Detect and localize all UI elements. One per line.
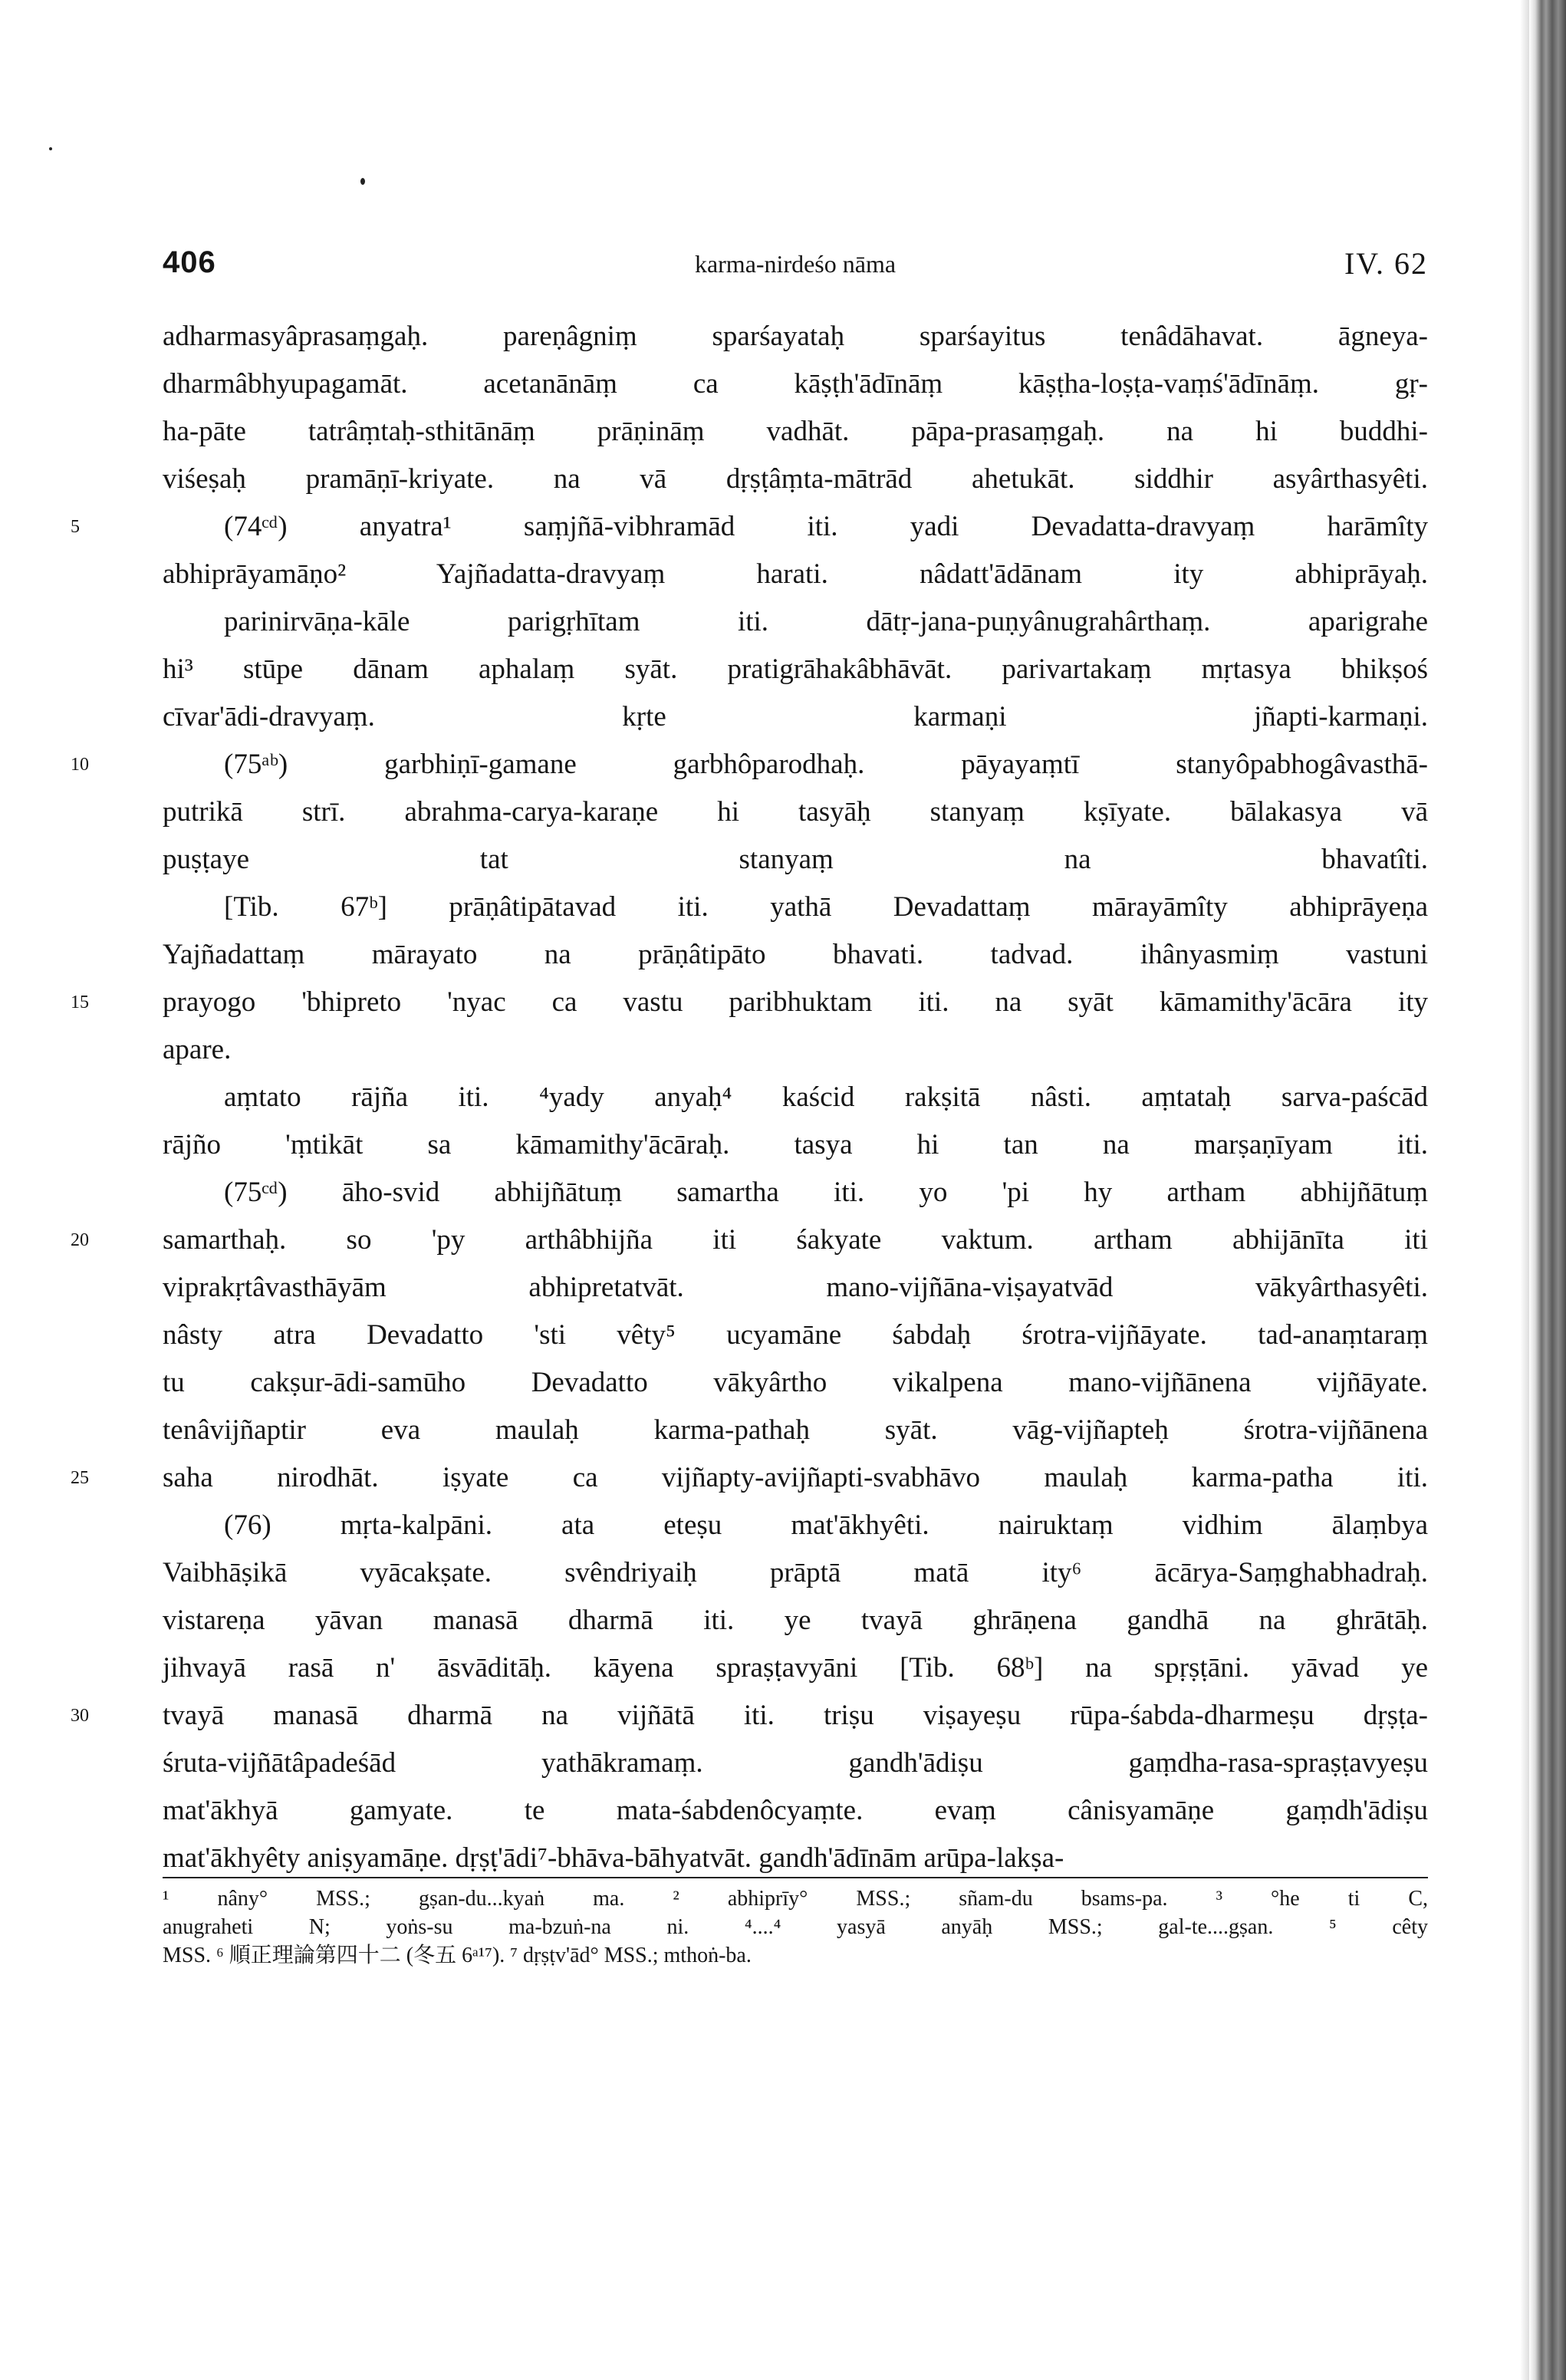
text-line <box>163 693 1428 741</box>
line-text: (76) mṛta-kalpāni. ata eteṣu mat'ākhyêti. nairuktaṃ vidhim ālaṃbya <box>224 1509 1428 1541</box>
text-line <box>163 1026 1428 1074</box>
line-text: (74ᶜᵈ) anyatra¹ saṃjñā-vibhramād iti. yadi Devadatta-dravyaṃ harāmîty <box>224 511 1428 542</box>
line-text: viprakṛtâvasthāyām abhipretatvāt. mano-vijñāna-viṣayatvād vākyârthasyêti. <box>163 1272 1428 1303</box>
line-text: putrikā strī. abrahma-carya-karaṇe hi tasyāḥ stanyaṃ kṣīyate. bālakasya vā <box>163 796 1428 828</box>
line-text: (75ᵃᵇ) garbhiṇī-gamane garbhôparodhaḥ. pāyayaṃtī stanyôpabhogâvasthā- <box>224 749 1428 780</box>
line-text: cīvar'ādi-dravyaṃ. kṛte karmaṇi jñapti-karmaṇi. <box>163 701 1428 732</box>
text-line <box>163 1074 1428 1121</box>
text-line <box>163 551 1428 598</box>
text-line <box>71 1454 1428 1502</box>
line-text: Vaibhāṣikā vyācakṣate. svêndriyaiḥ prāptā matā ity⁶ ācārya-Saṃghabhadraḥ. <box>163 1557 1428 1588</box>
line-text: dharmâbhyupagamāt. acetanānāṃ ca kāṣṭh'ādīnāṃ kāṣṭha-loṣṭa-vaṃś'ādīnāṃ. gṛ- <box>163 368 1428 400</box>
line-text: [Tib. 67ᵇ] prāṇâtipātavad iti. yathā Devadattaṃ mārayāmîty abhiprāyeṇa <box>224 891 1428 923</box>
scan-speck <box>49 147 52 150</box>
page-header <box>163 245 1428 284</box>
line-text: jihvayā rasā n' āsvāditāḥ. kāyena spraṣṭavyāni [Tib. 68ᵇ] na spṛṣṭāni. yāvad ye <box>163 1652 1428 1684</box>
line-text: samarthaḥ. so 'py arthâbhijña iti śakyate vaktum. artham abhijānīta iti <box>163 1224 1428 1256</box>
line-text: adharmasyâprasaṃgaḥ. pareṇâgniṃ sparśayataḥ sparśayitus tenâdāhavat. āgneya- <box>163 321 1428 352</box>
text-line <box>163 1121 1428 1169</box>
line-text: aṃtato rājña iti. ⁴yady anyaḥ⁴ kaścid rakṣitā nâsti. aṃtataḥ sarva-paścād <box>224 1081 1428 1113</box>
line-text: nâsty atra Devadatto 'sti vêty⁵ ucyamāne śabdaḥ śrotra-vijñāyate. tad-anaṃtaraṃ <box>163 1319 1428 1351</box>
text-line <box>163 1549 1428 1597</box>
text-line <box>163 1407 1428 1454</box>
line-text: mat'ākhyêty aniṣyamāṇe. dṛṣṭ'ādi⁷-bhāva-bāhyatvāt. gandh'ādīnām arūpa-lakṣa- <box>163 1842 1064 1874</box>
line-text: tenâvijñaptir eva maulaḥ karma-pathaḥ syāt. vāg-vijñapteḥ śrotra-vijñānena <box>163 1414 1428 1446</box>
line-number: 20 <box>71 1230 89 1250</box>
footnotes <box>163 1885 1428 1970</box>
line-text: śruta-vijñātâpadeśād yathākramaṃ. gandh'ādiṣu gaṃdha-rasa-spraṣṭavyeṣu <box>163 1747 1428 1779</box>
line-number: 15 <box>71 992 89 1012</box>
line-text: Yajñadattaṃ mārayato na prāṇâtipāto bhavati. tadvad. ihânyasmiṃ vastuni <box>163 939 1428 970</box>
line-text: apare. <box>163 1034 232 1065</box>
text-line <box>163 1597 1428 1644</box>
page-number: 406 <box>163 245 216 279</box>
line-text: hi³ stūpe dānam aphalaṃ syāt. pratigrāhakâbhāvāt. parivartakaṃ mṛtasya bhikṣoś <box>163 653 1428 685</box>
main-text <box>71 313 1428 1882</box>
line-number: 10 <box>71 755 89 775</box>
page-edge-gradient <box>1520 0 1529 2380</box>
text-line <box>163 1502 1428 1549</box>
line-text: mat'ākhyā gamyate. te mata-śabdenôcyaṃte. evaṃ cânisyamāṇe gaṃdh'ādiṣu <box>163 1795 1428 1826</box>
text-line <box>71 503 1428 551</box>
text-line <box>163 788 1428 836</box>
text-line <box>163 884 1428 931</box>
text-line <box>163 360 1428 408</box>
line-number: 5 <box>71 517 80 537</box>
footnote-rule <box>163 1877 1428 1878</box>
line-text: viśeṣaḥ pramāṇī-kriyate. na vā dṛṣṭâṃta-mātrād ahetukāt. siddhir asyârthasyêti. <box>163 463 1428 495</box>
line-text: vistareṇa yāvan manasā dharmā iti. ye tvayā ghrāṇena gandhā na ghrātāḥ. <box>163 1605 1428 1636</box>
text-line <box>163 931 1428 979</box>
line-text: tvayā manasā dharmā na vijñātā iti. triṣu viṣayeṣu rūpa-śabda-dharmeṣu dṛṣṭa- <box>163 1700 1428 1731</box>
footnote-line: ¹ nâny° MSS.; gṣan-du...kyaṅ ma. ² abhiprīy° MSS.; sñam-du bsams-pa. ³ °he ti C, <box>163 1887 1428 1911</box>
text-line <box>163 646 1428 693</box>
line-text: rājño 'ṃtikāt sa kāmamithy'ācāraḥ. tasya hi tan na marṣaṇīyam iti. <box>163 1129 1428 1160</box>
footnote-line: anugraheti N; yoṅs-su ma-bzuṅ-na ni. ⁴....⁴ yasyā anyāḥ MSS.; gal-te....gṣan. ⁵ cêty <box>163 1915 1428 1939</box>
text-line <box>163 598 1428 646</box>
line-text: puṣṭaye tat stanyaṃ na bhavatîti. <box>163 844 1428 875</box>
text-line <box>163 1835 1428 1882</box>
text-line <box>163 1359 1428 1407</box>
text-line <box>163 456 1428 503</box>
section-reference: IV. 62 <box>1344 246 1428 281</box>
text-line <box>71 979 1428 1026</box>
text-line <box>163 836 1428 884</box>
line-text: tu cakṣur-ādi-samūho Devadatto vākyârtho vikalpena mano-vijñānena vijñāyate. <box>163 1367 1428 1398</box>
text-line <box>71 741 1428 788</box>
text-line <box>163 1740 1428 1787</box>
text-line <box>71 1692 1428 1740</box>
line-text: abhiprāyamāṇo² Yajñadatta-dravyaṃ harati. nâdatt'ādānam ity abhiprāyaḥ. <box>163 558 1428 590</box>
text-line <box>163 1312 1428 1359</box>
text-line <box>163 1787 1428 1835</box>
text-line <box>163 1644 1428 1692</box>
text-line <box>71 1216 1428 1264</box>
scan-speck <box>360 178 365 185</box>
line-text: ha-pāte tatrâṃtaḥ-sthitānāṃ prāṇināṃ vadhāt. pāpa-prasaṃgaḥ. na hi buddhi- <box>163 416 1428 447</box>
running-title: karma-nirdeśo nāma <box>694 250 897 278</box>
text-line <box>163 1169 1428 1216</box>
line-text: parinirvāṇa-kāle parigṛhītam iti. dātṛ-jana-puṇyânugrahârthaṃ. aparigrahe <box>224 606 1428 637</box>
line-text: saha nirodhāt. iṣyate ca vijñapty-avijñapti-svabhāvo maulaḥ karma-patha iti. <box>163 1462 1428 1493</box>
line-number: 25 <box>71 1468 89 1488</box>
text-line <box>163 313 1428 360</box>
page-edge-shadow <box>1529 0 1566 2380</box>
line-text: prayogo 'bhipreto 'nyac ca vastu paribhuktam iti. na syāt kāmamithy'ācāra ity <box>163 986 1428 1018</box>
text-line <box>163 408 1428 456</box>
footnote-line: MSS. ⁶ 順正理論第四十二 (冬五 6ᵃ¹⁷). ⁷ dṛṣṭv'ād° MSS.; mthoṅ-ba. <box>163 1944 752 1967</box>
line-text: (75ᶜᵈ) āho-svid abhijñātuṃ samartha iti. yo 'pi hy artham abhijñātuṃ <box>224 1177 1428 1208</box>
line-number: 30 <box>71 1706 89 1726</box>
text-line <box>163 1264 1428 1312</box>
